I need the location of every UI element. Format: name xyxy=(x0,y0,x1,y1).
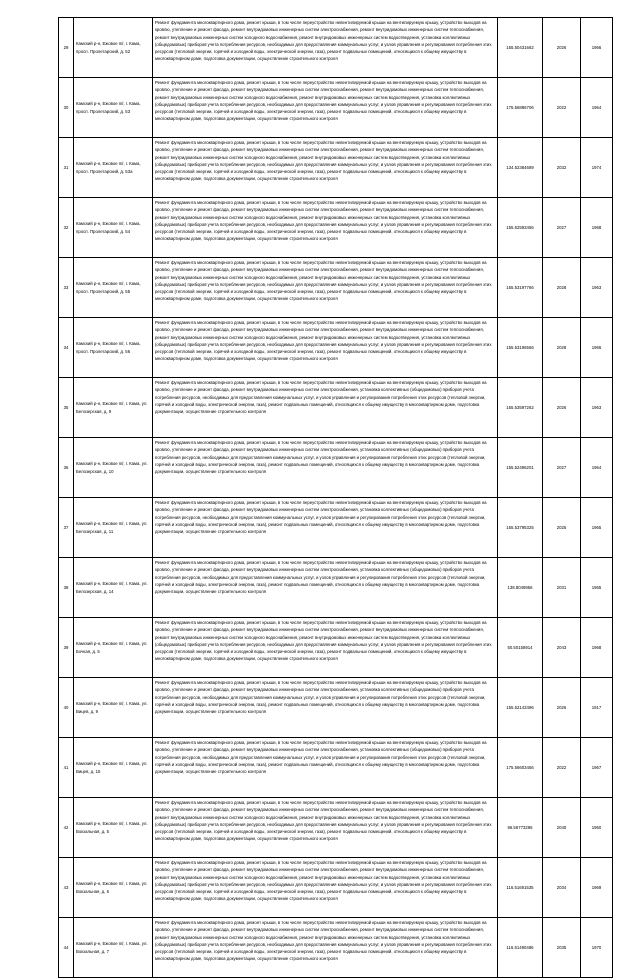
row-number: 38 xyxy=(59,558,74,618)
table-row xyxy=(59,798,613,858)
row-repair-year: 2040 xyxy=(543,798,581,858)
row-address: Камский р-н, Ежовое п/г, г. Кама, ул. Белозерская, д. 11 xyxy=(74,498,153,558)
row-built-year: 1963 xyxy=(581,378,613,438)
row-number: 32 xyxy=(59,198,74,258)
row-works: Ремонт фундамента многоквартирного дома, ремонт крыши, в том числе переустройство невентилируемой крыши на вентилируемую крышу, устройство выходов на кровлю, утепление и ремонт фасада, ремонт внутридомовых инженерных систем электроснабжения, ремонт внутридомовых инженерных систем теплоснабжения, ремонт внутридомовых инженерных систем холодного водоснабжения, ремонт внутридомовых инженерных систем водоотведения, установка коллективных (общедомовых) приборов учета потребления ресурсов, необходимых для предоставления коммунальных услуг, и узлов управления и регулирования потребления этих ресурсов (тепловой энергии, горячей и холодной воды, электрической энергии, газа), ремонт подвальных помещений, относящихся к общему имуществу в многоквартирном доме, подготовка документации, осуществление строительного контроля xyxy=(153,618,498,678)
table-row xyxy=(59,378,613,438)
row-address: Камский р-н, Ежовое п/г, г. Кама, просп. Пролетарский, д. 56 xyxy=(74,318,153,378)
row-number: 39 xyxy=(59,618,74,678)
row-number: 29 xyxy=(59,18,74,78)
row-works: Ремонт фундамента многоквартирного дома, ремонт крыши, в том числе переустройство невентилируемой крыши на вентилируемую крышу, устройство выходов на кровлю, утепление и ремонт фасада, ремонт внутридомовых инженерных систем электроснабжения, установка коллективных (общедомовых) приборов учета потребления ресурсов, необходимых для предоставления коммунальных услуг, и узлов управления и регулирования потребления этих ресурсов (тепловой энергии, горячей и холодной воды, электрической энергии, газа), ремонт подвальных помещений, относящихся к общему имуществу в многоквартирном доме, подготовка документации, осуществление строительного контроля xyxy=(153,438,498,498)
row-cost: 155.53795325 xyxy=(498,498,543,558)
table-row xyxy=(59,138,613,198)
row-cost: 175.56603456 xyxy=(498,738,543,798)
row-number: 34 xyxy=(59,318,74,378)
row-number: 31 xyxy=(59,138,74,198)
row-cost: 50.50158914 xyxy=(498,618,543,678)
row-cost: 138.8049956 xyxy=(498,558,543,618)
row-repair-year: 2026 xyxy=(543,18,581,78)
row-cost: 155.53196566 xyxy=(498,318,543,378)
row-cost: 96.56773296 xyxy=(498,798,543,858)
row-cost: 155.52143496 xyxy=(498,678,543,738)
row-repair-year: 2022 xyxy=(543,738,581,798)
row-address: Камский р-н, Ежовое п/г, г. Кама, ул. Вицев, д. 9 xyxy=(74,678,153,738)
row-cost: 155.52593456 xyxy=(498,198,543,258)
table-row xyxy=(59,18,613,78)
row-repair-year: 2026 xyxy=(543,678,581,738)
row-address: Камский р-н, Ежовое п/г, г. Кама, ул. Вокзальная, д. 7 xyxy=(74,918,153,978)
row-address: Камский р-н, Ежовое п/г, г. Кама, ул. Вокзальная, д. 5 xyxy=(74,858,153,918)
row-cost: 155.52496201 xyxy=(498,438,543,498)
row-cost: 116.51691535 xyxy=(498,858,543,918)
row-number: 44 xyxy=(59,918,74,978)
row-repair-year: 2026 xyxy=(543,378,581,438)
row-address: Камский р-н, Ежовое п/г, г. Кама, ул. Бочкая, д. 5 xyxy=(74,618,153,678)
row-cost: 155.53597262 xyxy=(498,378,543,438)
row-works: Ремонт фундамента многоквартирного дома, ремонт крыши, в том числе переустройство невентилируемой крыши на вентилируемую крышу, устройство выходов на кровлю, утепление и ремонт фасада, ремонт внутридомовых инженерных систем электроснабжения, ремонт внутридомовых инженерных систем теплоснабжения, ремонт внутридомовых инженерных систем холодного водоснабжения, ремонт внутридомовых инженерных систем водоотведения, установка коллективных (общедомовых) приборов учета потребления ресурсов, необходимых для предоставления коммунальных услуг, и узлов управления и регулирования потребления этих ресурсов (тепловой энергии, горячей и холодной воды, электрической энергии, газа), ремонт подвальных помещений, относящихся к общему имуществу в многоквартирном доме, подготовка документации, осуществление строительного контроля xyxy=(153,18,498,78)
row-works: Ремонт фундамента многоквартирного дома, ремонт крыши, в том числе переустройство невентилируемой крыши на вентилируемую крышу, устройство выходов на кровлю, утепление и ремонт фасада, ремонт внутридомовых инженерных систем электроснабжения, установка коллективных (общедомовых) приборов учета потребления ресурсов, необходимых для предоставления коммунальных услуг, и узлов управления и регулирования потребления этих ресурсов (тепловой энергии, горячей и холодной воды, электрической энергии, газа), ремонт подвальных помещений, относящихся к общему имуществу в многоквартирном доме, подготовка документации, осуществление строительного контроля xyxy=(153,738,498,798)
row-built-year: 1964 xyxy=(581,78,613,138)
row-address: Камский р-н, Ежовое п/г, г. Кама, ул. Белозерская, д. 9 xyxy=(74,378,153,438)
row-repair-year: 2025 xyxy=(543,498,581,558)
row-built-year: 1967 xyxy=(581,738,613,798)
table-row xyxy=(59,738,613,798)
row-repair-year: 2028 xyxy=(543,318,581,378)
row-built-year: 1974 xyxy=(581,138,613,198)
row-address: Камский р-н, Ежовое п/г, г. Кама, просп. Пролетарский, д. 55 xyxy=(74,258,153,318)
row-address: Камский р-н, Ежовое п/г, г. Кама, ул. Вокзальная, д. 5 xyxy=(74,798,153,858)
row-repair-year: 2028 xyxy=(543,258,581,318)
row-built-year: 1966 xyxy=(581,18,613,78)
row-address: Камский р-н, Ежовое п/г, г. Кама, ул. Вицев, д. 15 xyxy=(74,738,153,798)
row-address: Камский р-н, Ежовое п/г, г. Кама, просп. Пролетарский, д. 52 xyxy=(74,18,153,78)
row-number: 42 xyxy=(59,798,74,858)
row-address: Камский р-н, Ежовое п/г, г. Кама, просп. Пролетарский, д. 53 xyxy=(74,78,153,138)
row-repair-year: 2035 xyxy=(543,918,581,978)
row-cost: 116.51490486 xyxy=(498,918,543,978)
row-works: Ремонт фундамента многоквартирного дома, ремонт крыши, в том числе переустройство невентилируемой крыши на вентилируемую крышу, устройство выходов на кровлю, утепление и ремонт фасада, ремонт внутридомовых инженерных систем электроснабжения, ремонт внутридомовых инженерных систем теплоснабжения, ремонт внутридомовых инженерных систем холодного водоснабжения, ремонт внутридомовых инженерных систем водоотведения, установка коллективных (общедомовых) приборов учета потребления ресурсов, необходимых для предоставления коммунальных услуг, и узлов управления и регулирования потребления этих ресурсов (тепловой энергии, горячей и холодной воды, электрической энергии, газа), ремонт подвальных помещений, относящихся к общему имуществу в многоквартирном доме, подготовка документации, осуществление строительного контроля xyxy=(153,78,498,138)
row-works: Ремонт фундамента многоквартирного дома, ремонт крыши, в том числе переустройство невентилируемой крыши на вентилируемую крышу, устройство выходов на кровлю, утепление и ремонт фасада, ремонт внутридомовых инженерных систем электроснабжения, ремонт внутридомовых инженерных систем теплоснабжения, ремонт внутридомовых инженерных систем холодного водоснабжения, ремонт внутридомовых инженерных систем водоотведения, установка коллективных (общедомовых) приборов учета потребления ресурсов, необходимых для предоставления коммунальных услуг, и узлов управления и регулирования потребления этих ресурсов (тепловой энергии, горячей и холодной воды, электрической энергии, газа), ремонт подвальных помещений, относящихся к общему имуществу в многоквартирном доме, подготовка документации, осуществление строительного контроля xyxy=(153,198,498,258)
row-built-year: 1917 xyxy=(581,678,613,738)
row-repair-year: 2031 xyxy=(543,558,581,618)
table-row xyxy=(59,558,613,618)
table-body xyxy=(59,18,613,978)
row-number: 30 xyxy=(59,78,74,138)
row-built-year: 1963 xyxy=(581,258,613,318)
row-works: Ремонт фундамента многоквартирного дома, ремонт крыши, в том числе переустройство невентилируемой крыши на вентилируемую крышу, устройство выходов на кровлю, утепление и ремонт фасада, ремонт внутридомовых инженерных систем электроснабжения, ремонт внутридомовых инженерных систем теплоснабжения, ремонт внутридомовых инженерных систем холодного водоснабжения, ремонт внутридомовых инженерных систем водоотведения, установка коллективных (общедомовых) приборов учета потребления ресурсов, необходимых для предоставления коммунальных услуг, и узлов управления и регулирования потребления этих ресурсов (тепловой энергии, горячей и холодной воды, электрической энергии, газа), ремонт подвальных помещений, относящихся к общему имуществу в многоквартирном доме, подготовка документации, осуществление строительного контроля xyxy=(153,258,498,318)
table-row xyxy=(59,198,613,258)
row-works: Ремонт фундамента многоквартирного дома, ремонт крыши, в том числе переустройство невентилируемой крыши на вентилируемую крышу, устройство выходов на кровлю, утепление и ремонт фасада, ремонт внутридомовых инженерных систем электроснабжения, установка коллективных (общедомовых) приборов учета потребления ресурсов, необходимых для предоставления коммунальных услуг, и узлов управления и регулирования потребления этих ресурсов (тепловой энергии, горячей и холодной воды, электрической энергии, газа), ремонт подвальных помещений, относящихся к общему имуществу в многоквартирном доме, подготовка документации, осуществление строительного контроля xyxy=(153,378,498,438)
row-works: Ремонт фундамента многоквартирного дома, ремонт крыши, в том числе переустройство невентилируемой крыши на вентилируемую крышу, устройство выходов на кровлю, утепление и ремонт фасада, ремонт внутридомовых инженерных систем электроснабжения, установка коллективных (общедомовых) приборов учета потребления ресурсов, необходимых для предоставления коммунальных услуг, и узлов управления и регулирования потребления этих ресурсов (тепловой энергии, горячей и холодной воды, электрической энергии, газа), ремонт подвальных помещений, относящихся к общему имуществу в многоквартирном доме, подготовка документации, осуществление строительного контроля xyxy=(153,678,498,738)
row-repair-year: 2043 xyxy=(543,618,581,678)
row-repair-year: 2032 xyxy=(543,138,581,198)
row-repair-year: 2034 xyxy=(543,858,581,918)
row-address: Камский р-н, Ежовое п/г, г. Кама, ул. Белозерская, д. 10 xyxy=(74,438,153,498)
row-built-year: 1970 xyxy=(581,918,613,978)
row-cost: 134.52384689 xyxy=(498,138,543,198)
table-row xyxy=(59,618,613,678)
row-built-year: 1965 xyxy=(581,498,613,558)
row-cost: 155.50431662 xyxy=(498,18,543,78)
row-works: Ремонт фундамента многоквартирного дома, ремонт крыши, в том числе переустройство невентилируемой крыши на вентилируемую крышу, устройство выходов на кровлю, утепление и ремонт фасада, ремонт внутридомовых инженерных систем электроснабжения, установка коллективных (общедомовых) приборов учета потребления ресурсов, необходимых для предоставления коммунальных услуг, и узлов управления и регулирования потребления этих ресурсов (тепловой энергии, горячей и холодной воды, электрической энергии, газа), ремонт подвальных помещений, относящихся к общему имуществу в многоквартирном доме, подготовка документации, осуществление строительного контроля xyxy=(153,498,498,558)
row-built-year: 1965 xyxy=(581,558,613,618)
row-number: 40 xyxy=(59,678,74,738)
row-cost: 175.56886706 xyxy=(498,78,543,138)
row-works: Ремонт фундамента многоквартирного дома, ремонт крыши, в том числе переустройство невентилируемой крыши на вентилируемую крышу, устройство выходов на кровлю, утепление и ремонт фасада, ремонт внутридомовых инженерных систем электроснабжения, ремонт внутридомовых инженерных систем теплоснабжения, ремонт внутридомовых инженерных систем холодного водоснабжения, ремонт внутридомовых инженерных систем водоотведения, установка коллективных (общедомовых) приборов учета потребления ресурсов, необходимых для предоставления коммунальных услуг, и узлов управления и регулирования потребления этих ресурсов (тепловой энергии, горячей и холодной воды, электрической энергии, газа), ремонт подвальных помещений, относящихся к общему имуществу в многоквартирном доме, подготовка документации, осуществление строительного контроля xyxy=(153,318,498,378)
row-repair-year: 2027 xyxy=(543,198,581,258)
table-row xyxy=(59,858,613,918)
row-number: 41 xyxy=(59,738,74,798)
row-works: Ремонт фундамента многоквартирного дома, ремонт крыши, в том числе переустройство невентилируемой крыши на вентилируемую крышу, устройство выходов на кровлю, утепление и ремонт фасада, ремонт внутридомовых инженерных систем электроснабжения, ремонт внутридомовых инженерных систем теплоснабжения, ремонт внутридомовых инженерных систем холодного водоснабжения, ремонт внутридомовых инженерных систем водоотведения, установка коллективных (общедомовых) приборов учета потребления ресурсов, необходимых для предоставления коммунальных услуг, и узлов управления и регулирования потребления этих ресурсов (тепловой энергии, горячей и холодной воды, электрической энергии, газа), ремонт подвальных помещений, относящихся к общему имуществу в многоквартирном доме, подготовка документации, осуществление строительного контроля xyxy=(153,138,498,198)
row-built-year: 1968 xyxy=(581,198,613,258)
row-cost: 155.53197766 xyxy=(498,258,543,318)
row-repair-year: 2022 xyxy=(543,78,581,138)
capital-repair-table xyxy=(58,17,613,978)
row-built-year: 1964 xyxy=(581,438,613,498)
row-repair-year: 2027 xyxy=(543,438,581,498)
row-number: 37 xyxy=(59,498,74,558)
row-number: 33 xyxy=(59,258,74,318)
row-built-year: 1960 xyxy=(581,798,613,858)
row-built-year: 1966 xyxy=(581,318,613,378)
row-built-year: 1968 xyxy=(581,618,613,678)
table-row xyxy=(59,258,613,318)
row-address: Камский р-н, Ежовое п/г, г. Кама, просп. Пролетарский, д. 53а xyxy=(74,138,153,198)
row-number: 36 xyxy=(59,438,74,498)
table-row xyxy=(59,918,613,978)
table-row xyxy=(59,498,613,558)
table-row xyxy=(59,438,613,498)
row-works: Ремонт фундамента многоквартирного дома, ремонт крыши, в том числе переустройство невентилируемой крыши на вентилируемую крышу, устройство выходов на кровлю, утепление и ремонт фасада, ремонт внутридомовых инженерных систем электроснабжения, ремонт внутридомовых инженерных систем теплоснабжения, ремонт внутридомовых инженерных систем холодного водоснабжения, ремонт внутридомовых инженерных систем водоотведения, установка коллективных (общедомовых) приборов учета потребления ресурсов, необходимых для предоставления коммунальных услуг, и узлов управления и регулирования потребления этих ресурсов (тепловой энергии, горячей и холодной воды, электрической энергии, газа), ремонт подвальных помещений, относящихся к общему имуществу в многоквартирном доме, подготовка документации, осуществление строительного контроля xyxy=(153,858,498,918)
row-number: 43 xyxy=(59,858,74,918)
row-address: Камский р-н, Ежовое п/г, г. Кама, просп. Пролетарский, д. 54 xyxy=(74,198,153,258)
row-works: Ремонт фундамента многоквартирного дома, ремонт крыши, в том числе переустройство невентилируемой крыши на вентилируемую крышу, устройство выходов на кровлю, утепление и ремонт фасада, ремонт внутридомовых инженерных систем электроснабжения, установка коллективных (общедомовых) приборов учета потребления ресурсов, необходимых для предоставления коммунальных услуг, и узлов управления и регулирования потребления этих ресурсов (тепловой энергии, горячей и холодной воды, электрической энергии, газа), ремонт подвальных помещений, относящихся к общему имуществу в многоквартирном доме, подготовка документации, осуществление строительного контроля xyxy=(153,558,498,618)
row-number: 35 xyxy=(59,378,74,438)
row-works: Ремонт фундамента многоквартирного дома, ремонт крыши, в том числе переустройство невентилируемой крыши на вентилируемую крышу, устройство выходов на кровлю, утепление и ремонт фасада, ремонт внутридомовых инженерных систем электроснабжения, ремонт внутридомовых инженерных систем теплоснабжения, ремонт внутридомовых инженерных систем холодного водоснабжения, ремонт внутридомовых инженерных систем водоотведения, установка коллективных (общедомовых) приборов учета потребления ресурсов, необходимых для предоставления коммунальных услуг, и узлов управления и регулирования потребления этих ресурсов (тепловой энергии, горячей и холодной воды, электрической энергии, газа), ремонт подвальных помещений, относящихся к общему имуществу в многоквартирном доме, подготовка документации, осуществление строительного контроля xyxy=(153,918,498,978)
table-row xyxy=(59,78,613,138)
row-built-year: 1969 xyxy=(581,858,613,918)
row-works: Ремонт фундамента многоквартирного дома, ремонт крыши, в том числе переустройство невентилируемой крыши на вентилируемую крышу, устройство выходов на кровлю, утепление и ремонт фасада, ремонт внутридомовых инженерных систем электроснабжения, ремонт внутридомовых инженерных систем теплоснабжения, ремонт внутридомовых инженерных систем холодного водоснабжения, ремонт внутридомовых инженерных систем водоотведения, установка коллективных (общедомовых) приборов учета потребления ресурсов, необходимых для предоставления коммунальных услуг, и узлов управления и регулирования потребления этих ресурсов (тепловой энергии, горячей и холодной воды, электрической энергии, газа), ремонт подвальных помещений, относящихся к общему имуществу в многоквартирном доме, подготовка документации, осуществление строительного контроля xyxy=(153,798,498,858)
row-address: Камский р-н, Ежовое п/г, г. Кама, ул. Белозерская, д. 14 xyxy=(74,558,153,618)
table-row xyxy=(59,678,613,738)
table-row xyxy=(59,318,613,378)
